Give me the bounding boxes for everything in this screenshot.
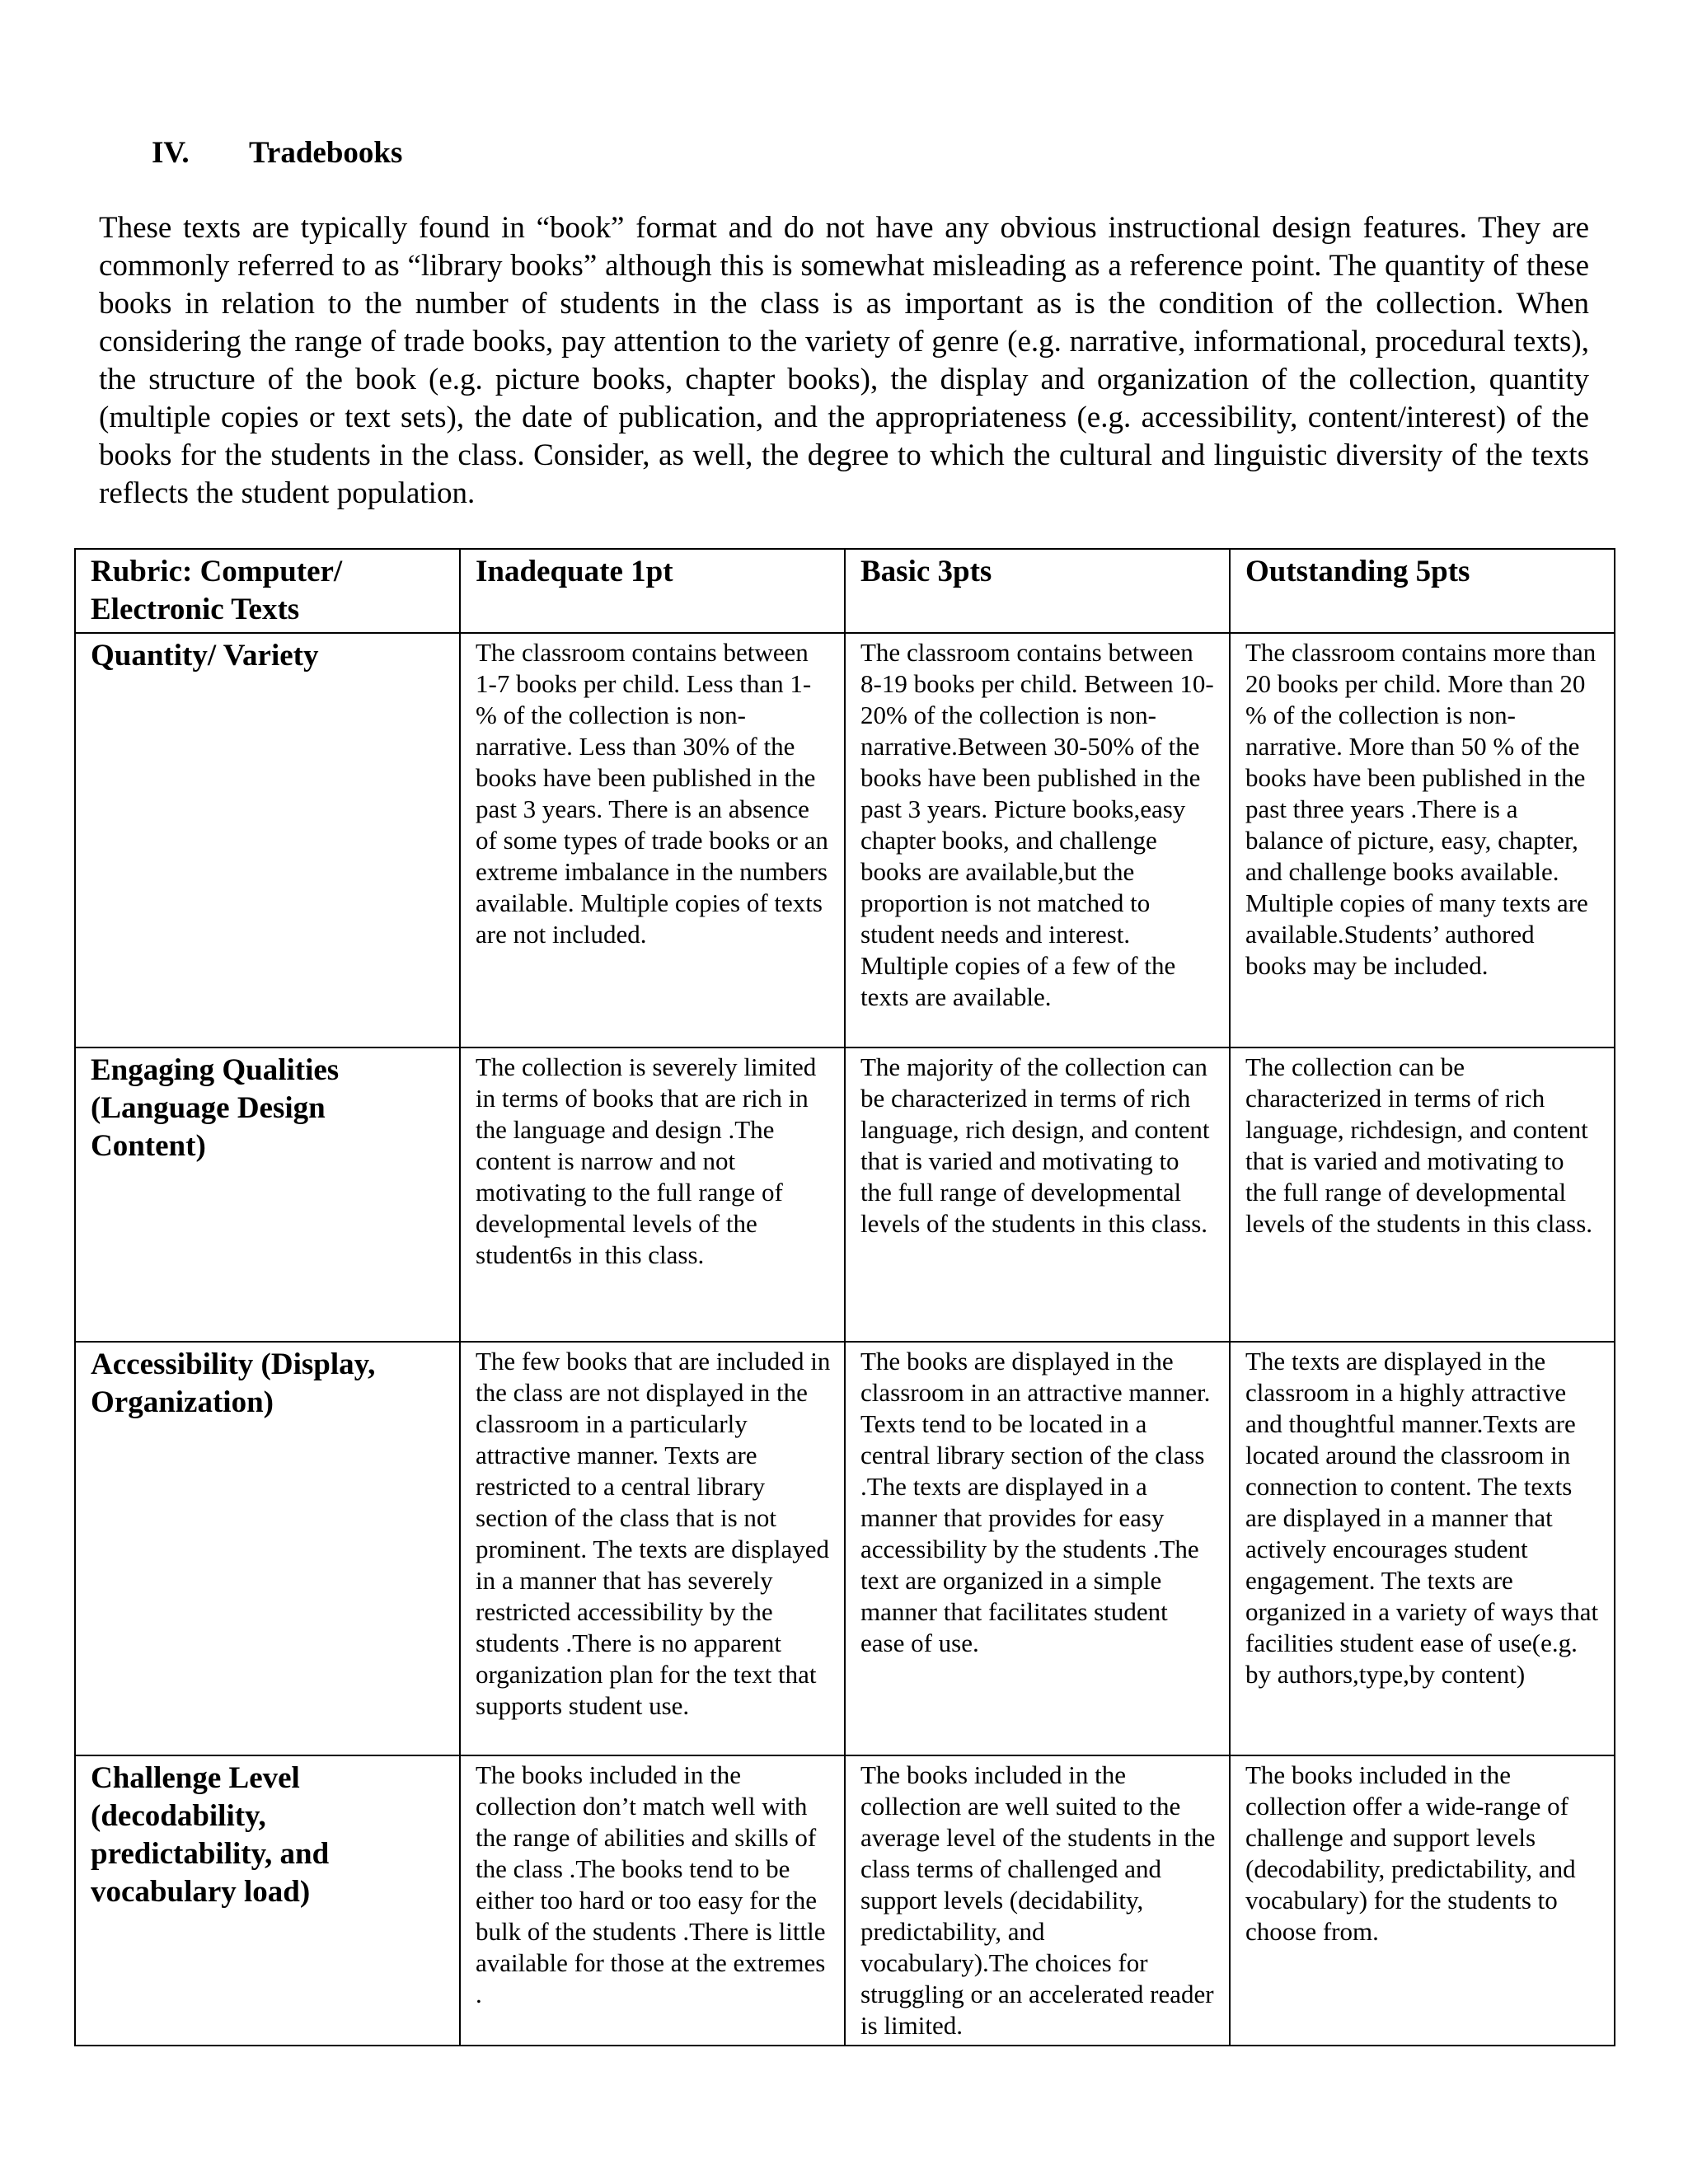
cell-outstanding: The collection can be characterized in terms of rich language, richdesign, and content that is varied and motivating to the full range of developmental levels of the students in this class. — [1230, 1047, 1615, 1342]
header-outstanding: Outstanding 5pts — [1230, 549, 1615, 633]
cell-inadequate: The classroom contains between 1-7 books per child. Less than 1-% of the collection is non-narrative. Less than 30% of the books have been published in the past 3 years. There is an absence of some types of trade books or an extreme imbalance in the numbers available. Multiple copies of texts are not included. — [460, 633, 845, 1047]
cell-basic: The books included in the collection are well suited to the average level of the students in the class terms of challenged and support levels (decidability, predictability, and vocabulary).The choices for struggling or an accelerated reader is limited. — [845, 1755, 1230, 2046]
cell-basic: The books are displayed in the classroom in an attractive manner. Texts tend to be located in a central library section of the class .The texts are displayed in a manner that provides for easy accessibility by the students .The text are organized in a simple manner that facilitates student ease of use. — [845, 1342, 1230, 1755]
section-heading — [152, 135, 402, 171]
cell-inadequate: The collection is severely limited in terms of books that are rich in the language and design .The content is narrow and not motivating to the full range of developmental levels of the student6s in this class. — [460, 1047, 845, 1342]
cell-basic: The majority of the collection can be characterized in terms of rich language, rich design, and content that is varied and motivating to the full range of developmental levels of the students in this class. — [845, 1047, 1230, 1342]
cell-outstanding: The texts are displayed in the classroom in a highly attractive and thoughtful manner.Texts are located around the classroom in connection to content. The texts are displayed in a manner that actively encourages student engagement. The texts are organized in a variety of ways that facilities student ease of use(e.g. by authors,type,by content) — [1230, 1342, 1615, 1755]
cell-inadequate: The few books that are included in the class are not displayed in the classroom in a particularly attractive manner. Texts are restricted to a central library section of the class that is not prominent. The texts are displayed in a manner that has severely restricted accessibility by the students .There is no apparent organization plan for the text that supports student use. — [460, 1342, 845, 1755]
header-basic: Basic 3pts — [845, 549, 1230, 633]
section-title: Tradebooks — [249, 136, 403, 170]
row-criterion: Engaging Qualities (Language Design Content) — [75, 1047, 460, 1342]
cell-basic: The classroom contains between 8-19 books per child. Between 10-20% of the collection is non-narrative.Between 30-50% of the books have been published in the past 3 years. Picture books,easy chapter books, and challenge books are available,but the proportion is not matched to student needs and interest. Multiple copies of a few of the texts are available. — [845, 633, 1230, 1047]
table-row — [75, 1342, 1615, 1755]
table-row — [75, 1755, 1615, 2046]
rubric-table — [74, 548, 1615, 2046]
row-criterion: Quantity/ Variety — [75, 633, 460, 1047]
row-criterion: Challenge Level (decodability, predictability, and vocabulary load) — [75, 1755, 460, 2046]
header-criterion: Rubric: Computer/ Electronic Texts — [75, 549, 460, 633]
section-number: IV. — [152, 136, 190, 170]
row-criterion: Accessibility (Display, Organization) — [75, 1342, 460, 1755]
header-inadequate: Inadequate 1pt — [460, 549, 845, 633]
table-header-row — [75, 549, 1615, 633]
table-row — [75, 1047, 1615, 1342]
table-row — [75, 633, 1615, 1047]
cell-inadequate: The books included in the collection don’t match well with the range of abilities and skills of the class .The books tend to be either too hard or too easy for the bulk of the students .There is little available for those at the extremes . — [460, 1755, 845, 2046]
intro-paragraph: These texts are typically found in “book” format and do not have any obvious instructional design features. They are commonly referred to as “library books” although this is somewhat misleading as a reference point. The quantity of these books in relation to the number of students in the class is as important as is the condition of the collection. When considering the range of trade books, pay attention to the variety of genre (e.g. narrative, informational, procedural texts), the structure of the book (e.g. picture books, chapter books), the display and organization of the collection, quantity (multiple copies or text sets), the date of publication, and the appropriateness (e.g. accessibility, content/interest) of the books for the students in the class. Consider, as well, the degree to which the cultural and linguistic diversity of the texts reflects the student population. — [99, 211, 1589, 510]
cell-outstanding: The classroom contains more than 20 books per child. More than 20 % of the collection is non-narrative. More than 50 % of the books have been published in the past three years .There is a balance of picture, easy, chapter, and challenge books available. Multiple copies of many texts are available.Students’ authored books may be included. — [1230, 633, 1615, 1047]
cell-outstanding: The books included in the collection offer a wide-range of challenge and support levels (decodability, predictability, and vocabulary) for the students to choose from. — [1230, 1755, 1615, 2046]
